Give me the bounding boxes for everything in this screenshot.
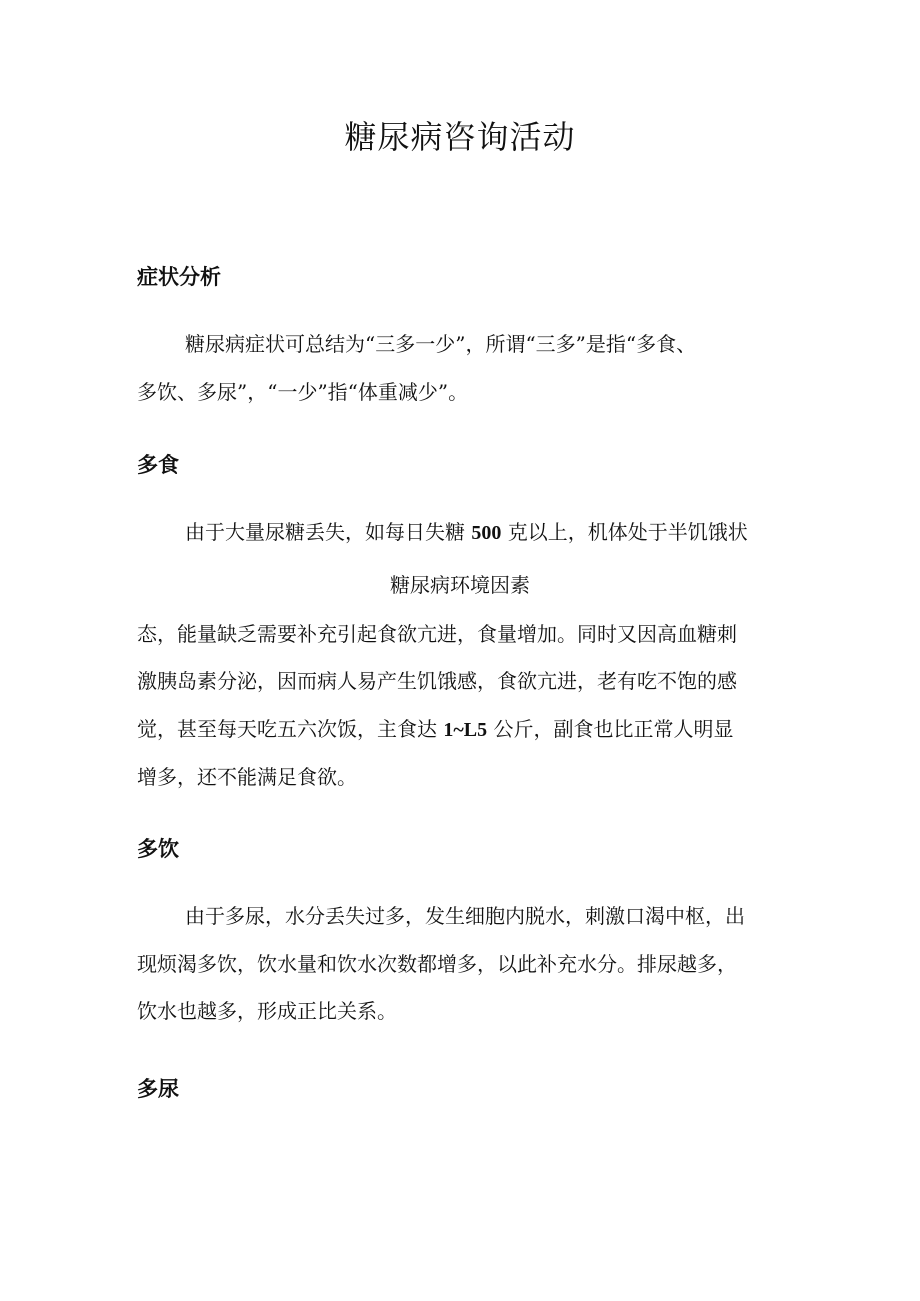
float-caption: 糖尿病环境因素 xyxy=(390,573,530,597)
text-span: 觉，甚至每天吃五六次饭，主食达 xyxy=(137,717,444,741)
paragraph-line xyxy=(137,714,787,745)
paragraph-line: 多饮、多尿”，“一少”指“体重减少”。 xyxy=(137,380,469,404)
paragraph-line xyxy=(185,517,835,548)
text-span: 克以上，机体处于半饥饿状 xyxy=(501,520,748,544)
paragraph-line: 增多，还不能满足食欲。 xyxy=(137,765,357,789)
page-title: 糖尿病咨询活动 xyxy=(344,118,576,156)
paragraph-line: 激胰岛素分泌，因而病人易产生饥饿感，食欲亢进，老有吃不饱的感 xyxy=(137,669,737,693)
bold-number: 1~L5 xyxy=(443,719,488,741)
section-heading-polyphagia: 多食 xyxy=(137,453,179,477)
paragraph-line: 由于多尿，水分丢失过多，发生细胞内脱水，刺激口渴中枢，出 xyxy=(185,904,745,928)
section-heading-symptoms: 症状分析 xyxy=(137,265,221,289)
paragraph-line: 现烦渴多饮，饮水量和饮水次数都增多，以此补充水分。排尿越多， xyxy=(137,952,737,976)
paragraph-line: 饮水也越多，形成正比关系。 xyxy=(137,999,397,1023)
bold-number: 500 xyxy=(471,522,502,544)
paragraph-line: 糖尿病症状可总结为“三多一少”，所谓“三多”是指“多食、 xyxy=(185,332,697,356)
paragraph-line: 态，能量缺乏需要补充引起食欲亢进，食量增加。同时又因高血糖刺 xyxy=(137,622,737,646)
section-heading-polyuria: 多尿 xyxy=(137,1077,179,1101)
text-span: 公斤，副食也比正常人明显 xyxy=(487,717,734,741)
section-heading-polydipsia: 多饮 xyxy=(137,837,179,861)
text-span: 由于大量尿糖丢失，如每日失糖 xyxy=(185,520,472,544)
